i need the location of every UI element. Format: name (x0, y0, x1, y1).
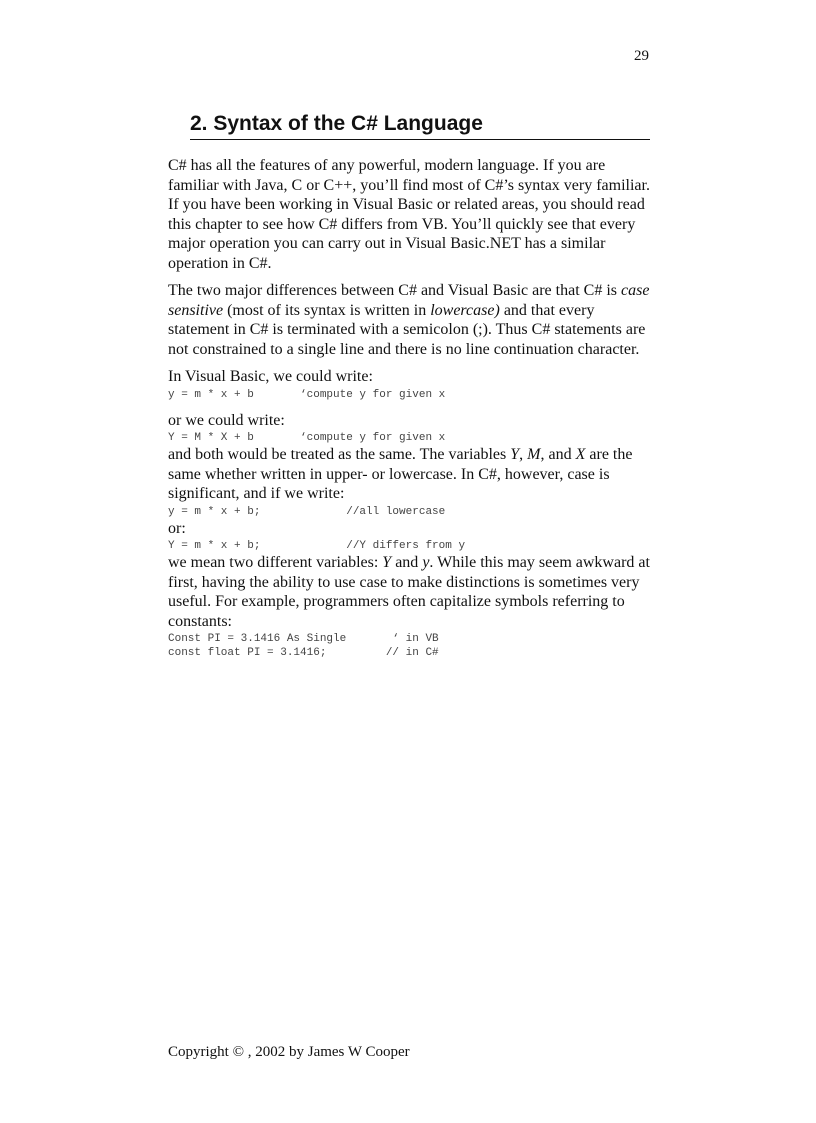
lowercase-term: lowercase) (430, 301, 500, 319)
case-sensitive-term: case sensitive (168, 282, 650, 319)
or-could-write-label: or we could write: (168, 411, 285, 429)
treated-same-paragraph: and both would be treated as the same. The variables Y, M, and X are the same whether written in upper- or lowercase. In C#, however, case is significant, and if we write: (168, 446, 633, 502)
code-vb-lowercase: y = m * x + b ‘compute y for given x (168, 388, 446, 401)
code-cs-lowercase: y = m * x + b; //all lowercase (168, 505, 446, 518)
page-number: 29 (634, 48, 649, 64)
body-text (168, 156, 653, 660)
intro-paragraph: C# has all the features of any powerful, modern language. If you are familiar with Java, C or C++, you’ll find most of C#’s syntax very familiar. If you have been working in Visual Basic or related areas, you should read this chapter to see how C# differs from VB. You’ll quickly see that every major operation you can carry out in Visual Basic.NET has a similar operation in C#. (168, 157, 650, 272)
code-cs-uppercase: Y = m * x + b; //Y differs from y (168, 540, 466, 552)
vb-write-label: In Visual Basic, we could write: (168, 368, 373, 385)
differences-paragraph: The two major differences between C# and Visual Basic are that C# is case sensitive (most of its syntax is written in lowercase) and that every statement in C# is terminated with a semicolon (;). Thus C# statements are not constrained to a single line and there is no line continuation character. (168, 282, 650, 358)
code-const-vb: Const PI = 3.1416 As Single ‘ in VB (168, 633, 439, 645)
or-label: or: (168, 519, 186, 537)
copyright-footer: Copyright © , 2002 by James W Cooper (168, 1044, 410, 1060)
chapter-title: 2. Syntax of the C# Language (190, 112, 650, 140)
code-vb-uppercase: Y = M * X + b ‘compute y for given x (168, 432, 446, 444)
two-variables-paragraph: we mean two different variables: Y and y. While this may seem awkward at first, having the ability to use case to make distinctions is sometimes very useful. For example, programmers often capitalize symbols referring to constants: (168, 554, 650, 630)
code-const-cs: const float PI = 3.1416; // in C# (168, 647, 439, 659)
